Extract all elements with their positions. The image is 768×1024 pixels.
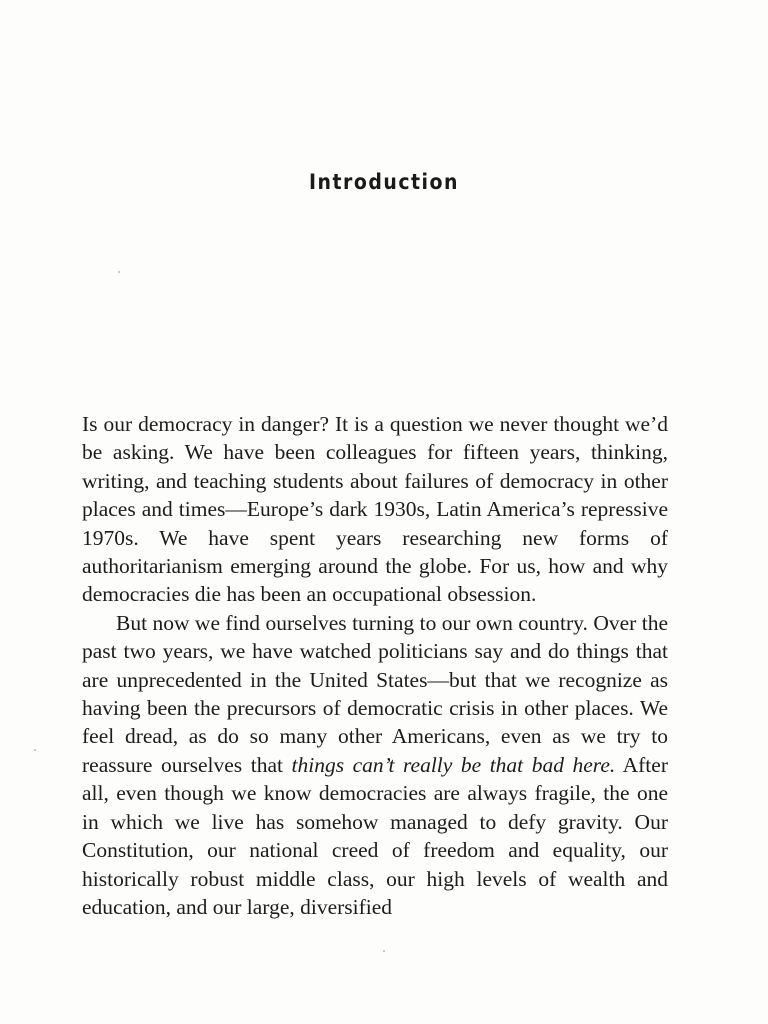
- body-text: [82, 410, 668, 921]
- paragraph-2-emphasis: things can’t really be that bad here.: [291, 752, 616, 777]
- scan-speck: [383, 950, 385, 952]
- paragraph-2-text-before: But now we find ourselves turning to our own country. Over the past two years, we have watched politicians say and do things that are unprecedented in the United States—but that we recognize as having been the precursors of democratic crisis in other places. We feel dread, as do so many other Americans, even as we try to reassure ourselves that: [82, 610, 668, 777]
- paragraph-2: [82, 609, 668, 921]
- paragraph-2-text-after: After all, even though we know democracies are always fragile, the one in which we live has somehow managed to defy gravity. Our Constitution, our national creed of freedom and equality, our historically robust middle class, our high levels of wealth and education, and our large, diversified: [82, 752, 668, 919]
- paragraph-1: Is our democracy in danger? It is a question we never thought we’d be asking. We have been colleagues for fifteen years, thinking, writing, and teaching students about failures of democracy in other places and times—Europe’s dark 1930s, Latin America’s repressive 1970s. We have spent years researching new forms of authoritarianism emerging around the globe. For us, how and why democracies die has been an occupational obsession.: [82, 412, 668, 607]
- scan-speck: [34, 749, 36, 751]
- chapter-title: Introduction: [309, 170, 459, 194]
- scan-speck: [118, 271, 120, 273]
